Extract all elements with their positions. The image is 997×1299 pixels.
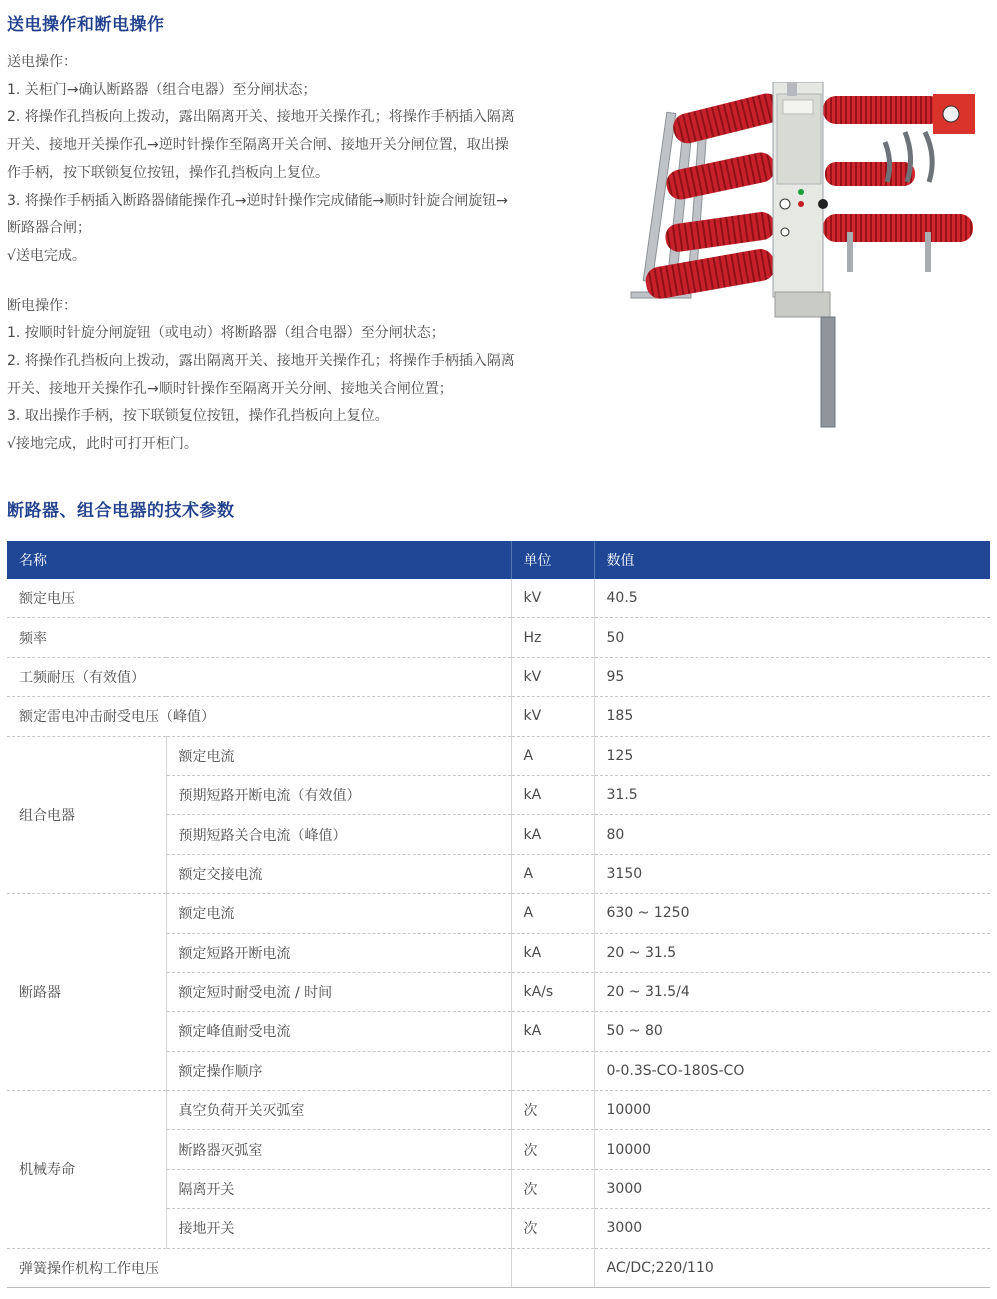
cell-name: 额定雷电冲击耐受电压（峰值） — [7, 697, 511, 736]
cell-name: 额定交接电流 — [166, 854, 511, 893]
cell-value: 10000 — [594, 1091, 990, 1130]
table-row — [7, 697, 990, 736]
cell-value: 3000 — [594, 1209, 990, 1248]
power-off-step: 3. 取出操作手柄，按下联锁复位按钮，操作孔挡板向上复位。 — [7, 408, 389, 425]
cell-unit: kV — [511, 697, 594, 736]
table-row — [7, 618, 990, 657]
cell-unit: A — [511, 736, 594, 775]
power-on-step: 断路器合闸； — [7, 220, 91, 237]
group-name: 机械寿命 — [7, 1091, 166, 1249]
cell-unit — [511, 1248, 594, 1287]
table-row — [7, 894, 990, 933]
power-on-step: 3. 将操作手柄插入断路器储能操作孔→逆时针操作完成储能→顺时针旋合闸旋钮→ — [7, 192, 508, 209]
power-off-step: √接地完成，此时可打开柜门。 — [7, 436, 198, 453]
cell-value: AC/DC;220/110 — [594, 1248, 990, 1287]
operations-text — [7, 49, 597, 459]
table-row — [7, 1248, 990, 1287]
cell-name: 接地开关 — [166, 1209, 511, 1248]
cell-value: 80 — [594, 815, 990, 854]
cell-name: 额定电流 — [166, 894, 511, 933]
cell-value: 3000 — [594, 1169, 990, 1208]
power-on-step: 开关、接地开关操作孔→逆时针操作至隔离开关合闸、接地开关分闸位置，取出操 — [7, 137, 509, 154]
cell-value: 630 ~ 1250 — [594, 894, 990, 933]
cell-name: 断路器灭弧室 — [166, 1130, 511, 1169]
cell-unit: kA — [511, 775, 594, 814]
cell-value: 10000 — [594, 1130, 990, 1169]
power-on-step: √送电完成。 — [7, 247, 86, 264]
cell-name: 额定操作顺序 — [166, 1051, 511, 1090]
cell-name: 弹簧操作机构工作电压 — [7, 1248, 511, 1287]
cell-name: 额定电压 — [7, 579, 511, 618]
header-unit: 单位 — [511, 541, 594, 579]
cell-unit: kA — [511, 1012, 594, 1051]
cell-unit: kV — [511, 657, 594, 696]
cell-unit: A — [511, 894, 594, 933]
cell-name: 预期短路开断电流（有效值） — [166, 775, 511, 814]
cell-unit: kA — [511, 933, 594, 972]
cell-unit: kA — [511, 815, 594, 854]
cell-unit: kV — [511, 579, 594, 618]
cell-value: 50 — [594, 618, 990, 657]
table-row — [7, 579, 990, 618]
cell-name: 预期短路关合电流（峰值） — [166, 815, 511, 854]
cell-value: 95 — [594, 657, 990, 696]
group-name: 断路器 — [7, 894, 166, 1091]
cell-value: 3150 — [594, 854, 990, 893]
cell-name: 额定短路开断电流 — [166, 933, 511, 972]
cell-unit: 次 — [511, 1209, 594, 1248]
cell-value: 31.5 — [594, 775, 990, 814]
cell-name: 真空负荷开关灭弧室 — [166, 1091, 511, 1130]
power-on-step: 2. 将操作孔挡板向上拨动，露出隔离开关、接地开关操作孔；将操作手柄插入隔离 — [7, 109, 515, 126]
power-off-step: 2. 将操作孔挡板向上拨动，露出隔离开关、接地开关操作孔；将操作手柄插入隔离 — [7, 353, 515, 370]
cell-name: 额定电流 — [166, 736, 511, 775]
header-name: 名称 — [7, 541, 511, 579]
cell-unit: Hz — [511, 618, 594, 657]
cell-name: 频率 — [7, 618, 511, 657]
power-on-title: 送电操作： — [7, 54, 77, 70]
cell-name: 隔离开关 — [166, 1169, 511, 1208]
cell-name: 额定峰值耐受电流 — [166, 1012, 511, 1051]
table-row — [7, 1091, 990, 1130]
cell-value: 40.5 — [594, 579, 990, 618]
cell-unit: 次 — [511, 1091, 594, 1130]
cell-name: 额定短时耐受电流 / 时间 — [166, 972, 511, 1011]
cell-value: 20 ~ 31.5 — [594, 933, 990, 972]
parameters-table — [7, 541, 990, 1288]
cell-value: 50 ~ 80 — [594, 1012, 990, 1051]
cell-value: 125 — [594, 736, 990, 775]
cell-unit: 次 — [511, 1169, 594, 1208]
table-row — [7, 657, 990, 696]
cell-name: 工频耐压（有效值） — [7, 657, 511, 696]
cell-unit — [511, 1051, 594, 1090]
table-header-row — [7, 541, 990, 579]
section-title-operations: 送电操作和断电操作 — [7, 15, 165, 35]
cell-unit: kA/s — [511, 972, 594, 1011]
group-name: 组合电器 — [7, 736, 166, 894]
cell-value: 0-0.3S-CO-180S-CO — [594, 1051, 990, 1090]
power-off-step: 开关、接地开关操作孔→顺时针操作至隔离开关分闸、接地关合闸位置； — [7, 380, 453, 397]
power-on-step: 作手柄，按下联锁复位按钮，操作孔挡板向上复位。 — [7, 164, 329, 181]
cell-value: 20 ~ 31.5/4 — [594, 972, 990, 1011]
header-value: 数值 — [594, 541, 990, 579]
section-title-parameters: 断路器、组合电器的技术参数 — [7, 501, 235, 521]
cell-value: 185 — [594, 697, 990, 736]
power-off-title: 断电操作： — [7, 297, 77, 314]
cell-unit: 次 — [511, 1130, 594, 1169]
table-row — [7, 736, 990, 775]
switchgear-product-image — [625, 82, 980, 432]
cell-unit: A — [511, 854, 594, 893]
power-off-step: 1. 按顺时针旋分闸旋钮（或电动）将断路器（组合电器）至分闸状态； — [7, 325, 445, 342]
power-on-step: 1. 关柜门→确认断路器（组合电器）至分闸状态； — [7, 81, 317, 98]
